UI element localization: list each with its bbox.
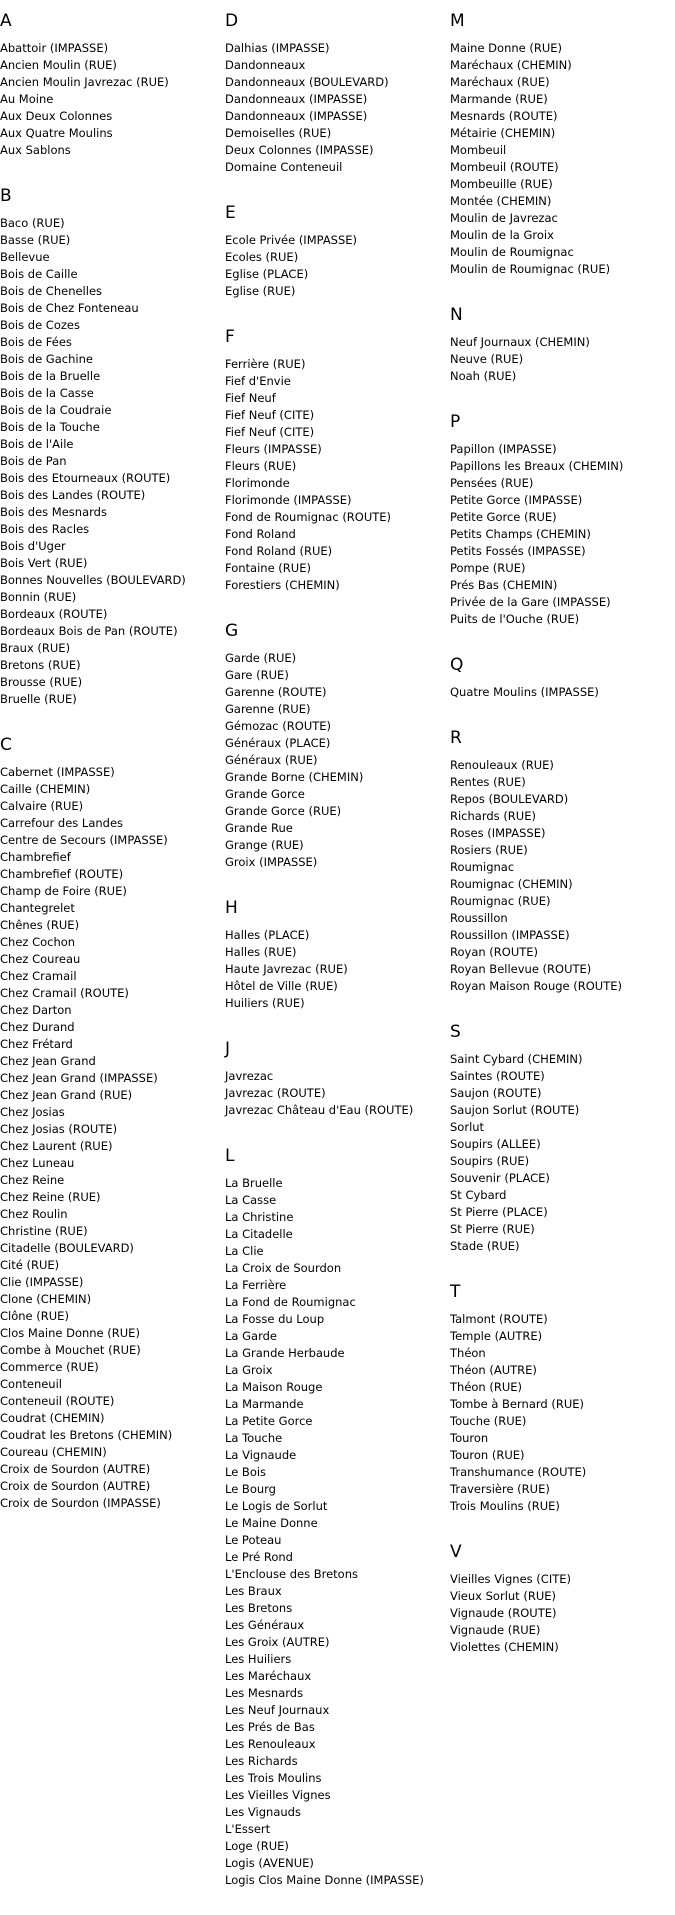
street-link[interactable]: Vignaude (ROUTE) <box>450 1606 557 1620</box>
section-letter-heading: Q <box>450 655 464 675</box>
street-link[interactable]: Huiliers (RUE) <box>225 996 305 1010</box>
street-link[interactable]: Chez Josias (ROUTE) <box>0 1122 118 1136</box>
street-link[interactable]: La Bruelle <box>225 1176 283 1190</box>
street-link[interactable]: Chez Jean Grand (RUE) <box>0 1088 133 1102</box>
letter-section-b <box>0 185 225 708</box>
letter-section-s <box>450 1021 675 1255</box>
street-link[interactable]: Chez Jean Grand (IMPASSE) <box>0 1071 158 1085</box>
street-link[interactable]: Clone (CHEMIN) <box>0 1292 92 1306</box>
street-link[interactable]: La Fosse du Loup <box>225 1312 325 1326</box>
street-link[interactable]: Ecoles (RUE) <box>225 250 299 264</box>
street-link[interactable]: Bois des Racles <box>0 522 90 536</box>
street-link[interactable]: Eglise (PLACE) <box>225 267 309 281</box>
street-link[interactable]: Abattoir (IMPASSE) <box>0 41 109 55</box>
section-letter-heading: F <box>225 327 235 347</box>
street-link[interactable]: Les Richards <box>225 1754 298 1768</box>
letter-section-a <box>0 10 225 159</box>
street-link[interactable]: Chez Reine <box>0 1173 65 1187</box>
street-link[interactable]: Dandonneaux <box>225 58 306 72</box>
street-link[interactable]: La Fond de Roumignac <box>225 1295 356 1309</box>
street-link[interactable]: Moulin de Roumignac (RUE) <box>450 262 611 276</box>
street-link[interactable]: Garde (RUE) <box>225 651 297 665</box>
street-link[interactable]: Généraux (RUE) <box>225 753 318 767</box>
street-link[interactable]: Chez Coureau <box>0 952 81 966</box>
street-link[interactable]: Chênes (RUE) <box>0 918 80 932</box>
street-link[interactable]: Violettes (CHEMIN) <box>450 1640 559 1654</box>
street-link[interactable]: Vieilles Vignes (CITE) <box>450 1572 571 1586</box>
street-link[interactable]: Chez Roulin <box>0 1207 68 1221</box>
street-link[interactable]: Fond Roland <box>225 527 296 541</box>
street-column-3 <box>450 10 675 1682</box>
street-link[interactable]: Bordeaux (ROUTE) <box>0 607 108 621</box>
street-link[interactable]: Gémozac (ROUTE) <box>225 719 332 733</box>
street-link[interactable]: Calvaire (RUE) <box>0 799 84 813</box>
street-link[interactable]: Roumignac <box>450 860 515 874</box>
street-link[interactable]: Les Huiliers <box>225 1652 292 1666</box>
street-link[interactable]: Garenne (ROUTE) <box>225 685 327 699</box>
street-link[interactable]: Les Bretons <box>225 1601 293 1615</box>
letter-section-j <box>225 1038 450 1119</box>
street-link[interactable]: Richards (RUE) <box>450 809 536 823</box>
street-link[interactable]: Bois de Chenelles <box>0 284 103 298</box>
street-link[interactable]: Les Mesnards <box>225 1686 304 1700</box>
street-list <box>450 441 675 628</box>
street-link[interactable]: Roumignac (CHEMIN) <box>450 877 573 891</box>
street-link[interactable]: Pompe (RUE) <box>450 561 526 575</box>
street-link[interactable]: Fontaine (RUE) <box>225 561 311 575</box>
street-link[interactable]: Transhumance (ROUTE) <box>450 1465 587 1479</box>
street-link[interactable]: Grange (RUE) <box>225 838 304 852</box>
street-link[interactable]: Saint Cybard (CHEMIN) <box>450 1052 583 1066</box>
street-link[interactable]: Quatre Moulins (IMPASSE) <box>450 685 599 699</box>
street-link[interactable]: Papillon (IMPASSE) <box>450 442 557 456</box>
street-link[interactable]: Clos Maine Donne (RUE) <box>0 1326 140 1340</box>
street-link[interactable]: Le Pré Rond <box>225 1550 293 1564</box>
street-link[interactable]: Baco (RUE) <box>0 216 65 230</box>
street-link[interactable]: St Pierre (PLACE) <box>450 1205 548 1219</box>
street-column-1 <box>0 10 225 1538</box>
street-link[interactable]: Chambrefief (ROUTE) <box>0 867 124 881</box>
street-column-2 <box>225 10 450 1915</box>
street-list <box>450 40 675 278</box>
street-link[interactable]: Généraux (PLACE) <box>225 736 331 750</box>
street-link[interactable]: Stade (RUE) <box>450 1239 520 1253</box>
street-link[interactable]: Mesnards (ROUTE) <box>450 109 558 123</box>
street-link[interactable]: Logis (AVENUE) <box>225 1856 314 1870</box>
street-link[interactable]: La Citadelle <box>225 1227 293 1241</box>
street-list <box>0 40 225 159</box>
letter-section-h <box>225 897 450 1012</box>
street-link[interactable]: Bois d'Uger <box>0 539 66 553</box>
street-link[interactable]: Pensées (RUE) <box>450 476 534 490</box>
street-link[interactable]: Chez Luneau <box>0 1156 75 1170</box>
section-letter-heading: G <box>225 621 239 641</box>
street-link[interactable]: Coudrat les Bretons (CHEMIN) <box>0 1428 173 1442</box>
street-link[interactable]: Le Poteau <box>225 1533 282 1547</box>
street-link[interactable]: Théon <box>450 1346 486 1360</box>
street-link[interactable]: Bonnes Nouvelles (BOULEVARD) <box>0 573 186 587</box>
street-link[interactable]: Eglise (RUE) <box>225 284 296 298</box>
letter-section-c <box>0 734 225 1512</box>
section-letter-heading: A <box>0 11 12 31</box>
letter-section-e <box>225 202 450 300</box>
street-list <box>225 40 450 176</box>
street-link[interactable]: Coureau (CHEMIN) <box>0 1445 107 1459</box>
street-link[interactable]: Les Vieilles Vignes <box>225 1788 331 1802</box>
street-list <box>450 757 675 995</box>
street-link[interactable]: Fleurs (RUE) <box>225 459 297 473</box>
street-link[interactable]: Prés Bas (CHEMIN) <box>450 578 558 592</box>
street-link[interactable]: La Maison Rouge <box>225 1380 323 1394</box>
street-link[interactable]: Petits Champs (CHEMIN) <box>450 527 591 541</box>
street-list <box>225 1068 450 1119</box>
street-link[interactable]: Loge (RUE) <box>225 1839 289 1853</box>
street-link[interactable]: Brousse (RUE) <box>0 675 83 689</box>
street-link[interactable]: Bois de Gachine <box>0 352 93 366</box>
street-link[interactable]: Christine (RUE) <box>0 1224 88 1238</box>
street-link[interactable]: Les Groix (AUTRE) <box>225 1635 330 1649</box>
street-link[interactable]: La Croix de Sourdon <box>225 1261 342 1275</box>
street-link[interactable]: Croix de Sourdon (IMPASSE) <box>0 1496 161 1510</box>
street-link[interactable]: Bois de Caille <box>0 267 78 281</box>
street-list <box>0 764 225 1512</box>
letter-section-g <box>225 620 450 871</box>
street-link[interactable]: Centre de Secours (IMPASSE) <box>0 833 168 847</box>
street-link[interactable]: Roses (IMPASSE) <box>450 826 546 840</box>
street-link[interactable]: Florimonde <box>225 476 290 490</box>
street-link[interactable]: Bois des Landes (ROUTE) <box>0 488 146 502</box>
street-link[interactable]: Citadelle (BOULEVARD) <box>0 1241 134 1255</box>
street-link[interactable]: L'Enclouse des Bretons <box>225 1567 358 1581</box>
street-link[interactable]: Javrezac Château d'Eau (ROUTE) <box>225 1103 414 1117</box>
street-link[interactable]: Chez Cramail (ROUTE) <box>0 986 129 1000</box>
street-link[interactable]: Petite Gorce (RUE) <box>450 510 557 524</box>
letter-section-r <box>450 727 675 995</box>
street-list <box>450 1571 675 1656</box>
street-link[interactable]: Petite Gorce (IMPASSE) <box>450 493 583 507</box>
street-link[interactable]: Maréchaux (RUE) <box>450 75 550 89</box>
street-link[interactable]: Garenne (RUE) <box>225 702 311 716</box>
street-link[interactable]: Hôtel de Ville (RUE) <box>225 979 338 993</box>
street-link[interactable]: Dandonneaux (IMPASSE) <box>225 109 368 123</box>
street-link[interactable]: Bois des Mesnards <box>0 505 107 519</box>
street-link[interactable]: Les Neuf Journaux <box>225 1703 330 1717</box>
street-link[interactable]: Marmande (RUE) <box>450 92 548 106</box>
street-link[interactable]: Saintes (ROUTE) <box>450 1069 545 1083</box>
street-link[interactable]: Basse (RUE) <box>0 233 71 247</box>
street-link[interactable]: Cabernet (IMPASSE) <box>0 765 115 779</box>
street-link[interactable]: Renouleaux (RUE) <box>450 758 554 772</box>
street-link[interactable]: Chez Josias <box>0 1105 65 1119</box>
street-link[interactable]: Bois de la Coudraie <box>0 403 112 417</box>
street-link[interactable]: Saujon (ROUTE) <box>450 1086 542 1100</box>
street-link[interactable]: Javrezac (ROUTE) <box>225 1086 326 1100</box>
street-link[interactable]: Combe à Mouchet (RUE) <box>0 1343 141 1357</box>
street-link[interactable]: Les Maréchaux <box>225 1669 312 1683</box>
street-link[interactable]: Dandonneaux (BOULEVARD) <box>225 75 389 89</box>
street-link[interactable]: Roumignac (RUE) <box>450 894 551 908</box>
street-link[interactable]: La Touche <box>225 1431 283 1445</box>
street-link[interactable]: Privée de la Gare (IMPASSE) <box>450 595 611 609</box>
street-link[interactable]: Les Généraux <box>225 1618 305 1632</box>
street-link[interactable]: Soupirs (RUE) <box>450 1154 530 1168</box>
street-link[interactable]: Maréchaux (CHEMIN) <box>450 58 572 72</box>
street-link[interactable]: Clône (RUE) <box>0 1309 69 1323</box>
street-list <box>450 1311 675 1515</box>
street-link[interactable]: Roussillon (IMPASSE) <box>450 928 570 942</box>
street-link[interactable]: Bordeaux Bois de Pan (ROUTE) <box>0 624 178 638</box>
street-link[interactable]: La Grande Herbaude <box>225 1346 345 1360</box>
section-letter-heading: L <box>225 1146 235 1166</box>
section-letter-heading: T <box>450 1282 461 1302</box>
street-link[interactable]: Bretons (RUE) <box>0 658 81 672</box>
street-link[interactable]: Repos (BOULEVARD) <box>450 792 569 806</box>
letter-section-m <box>450 10 675 278</box>
street-link[interactable]: La Clie <box>225 1244 264 1258</box>
letter-section-n <box>450 304 675 385</box>
section-letter-heading: R <box>450 728 462 748</box>
street-link[interactable]: Talmont (ROUTE) <box>450 1312 548 1326</box>
section-letter-heading: B <box>0 186 12 206</box>
street-link[interactable]: Mombeuille (RUE) <box>450 177 553 191</box>
street-link[interactable]: La Christine <box>225 1210 294 1224</box>
street-link[interactable]: Deux Colonnes (IMPASSE) <box>225 143 374 157</box>
street-link[interactable]: Clie (IMPASSE) <box>0 1275 84 1289</box>
street-link[interactable]: Halles (PLACE) <box>225 928 310 942</box>
street-link[interactable]: Coudrat (CHEMIN) <box>0 1411 105 1425</box>
street-link[interactable]: Commerce (RUE) <box>0 1360 99 1374</box>
street-link[interactable]: Gare (RUE) <box>225 668 289 682</box>
street-link[interactable]: Rentes (RUE) <box>450 775 526 789</box>
street-list <box>450 684 675 701</box>
street-link[interactable]: Aux Quatre Moulins <box>0 126 113 140</box>
street-link[interactable]: Saujon Sorlut (ROUTE) <box>450 1103 580 1117</box>
street-link[interactable]: Braux (RUE) <box>0 641 71 655</box>
street-link[interactable]: Bois de Chez Fonteneau <box>0 301 139 315</box>
street-link[interactable]: Bois des Etourneaux (ROUTE) <box>0 471 171 485</box>
street-link[interactable]: Le Maine Donne <box>225 1516 318 1530</box>
street-link[interactable]: Papillons les Breaux (CHEMIN) <box>450 459 624 473</box>
street-link[interactable]: Royan Bellevue (ROUTE) <box>450 962 592 976</box>
street-link[interactable]: Groix (IMPASSE) <box>225 855 318 869</box>
street-link[interactable]: Conteneuil (ROUTE) <box>0 1394 115 1408</box>
street-link[interactable]: Chez Cochon <box>0 935 76 949</box>
street-link[interactable]: Neuf Journaux (CHEMIN) <box>450 335 590 349</box>
street-link[interactable]: Tombe à Bernard (RUE) <box>450 1397 584 1411</box>
street-link[interactable]: Au Moine <box>0 92 54 106</box>
street-link[interactable]: Moulin de Javrezac <box>450 211 558 225</box>
street-list <box>225 650 450 871</box>
street-link[interactable]: Théon (RUE) <box>450 1380 523 1394</box>
street-link[interactable]: La Marmande <box>225 1397 304 1411</box>
section-letter-heading: N <box>450 305 463 325</box>
street-link[interactable]: Bellevue <box>0 250 50 264</box>
street-link[interactable]: Le Bois <box>225 1465 267 1479</box>
street-link[interactable]: Fond de Roumignac (ROUTE) <box>225 510 392 524</box>
letter-section-l <box>225 1145 450 1889</box>
street-link[interactable]: Ferrière (RUE) <box>225 357 306 371</box>
street-link[interactable]: Bois de l'Aile <box>0 437 74 451</box>
letter-section-q <box>450 654 675 701</box>
street-link[interactable]: Le Bourg <box>225 1482 276 1496</box>
street-link[interactable]: Chez Darton <box>0 1003 72 1017</box>
street-link[interactable]: Chez Reine (RUE) <box>0 1190 101 1204</box>
street-link[interactable]: Bonnin (RUE) <box>0 590 77 604</box>
street-link[interactable]: St Cybard <box>450 1188 507 1202</box>
street-link[interactable]: Les Braux <box>225 1584 282 1598</box>
street-link[interactable]: Fleurs (IMPASSE) <box>225 442 322 456</box>
section-letter-heading: P <box>450 412 461 432</box>
street-link[interactable]: Bois de la Touche <box>0 420 100 434</box>
street-link[interactable]: Trois Moulins (RUE) <box>450 1499 560 1513</box>
section-letter-heading: H <box>225 898 238 918</box>
street-link[interactable]: Halles (RUE) <box>225 945 297 959</box>
street-link[interactable]: Fief d'Envie <box>225 374 291 388</box>
street-link[interactable]: Grande Rue <box>225 821 293 835</box>
street-link[interactable]: Royan Maison Rouge (ROUTE) <box>450 979 622 993</box>
street-list <box>450 334 675 385</box>
street-link[interactable]: La Groix <box>225 1363 273 1377</box>
street-link[interactable]: Cité (RUE) <box>0 1258 60 1272</box>
street-link[interactable]: Mombeuil (ROUTE) <box>450 160 559 174</box>
letter-section-v <box>450 1541 675 1656</box>
section-letter-heading: M <box>450 11 465 31</box>
street-link[interactable]: La Casse <box>225 1193 277 1207</box>
street-link[interactable]: Javrezac <box>225 1069 274 1083</box>
street-link[interactable]: Théon (AUTRE) <box>450 1363 537 1377</box>
street-link[interactable]: St Pierre (RUE) <box>450 1222 535 1236</box>
street-link[interactable]: Croix de Sourdon (AUTRE) <box>0 1462 151 1476</box>
street-link[interactable]: Bois de Pan <box>0 454 67 468</box>
street-list <box>225 1175 450 1889</box>
street-link[interactable]: Les Vignauds <box>225 1805 301 1819</box>
street-link[interactable]: Florimonde (IMPASSE) <box>225 493 352 507</box>
letter-section-d <box>225 10 450 176</box>
street-link[interactable]: Croix de Sourdon (AUTRE) <box>0 1479 151 1493</box>
street-link[interactable]: Ancien Moulin (RUE) <box>0 58 117 72</box>
street-link[interactable]: Grande Gorce <box>225 787 305 801</box>
street-link[interactable]: Rosiers (RUE) <box>450 843 528 857</box>
street-link[interactable]: Moulin de Roumignac <box>450 245 574 259</box>
street-link[interactable]: Neuve (RUE) <box>450 352 524 366</box>
street-link[interactable]: Puits de l'Ouche (RUE) <box>450 612 580 626</box>
street-link[interactable]: Fief Neuf <box>225 391 276 405</box>
street-link[interactable]: Petits Fossés (IMPASSE) <box>450 544 586 558</box>
street-link[interactable]: Bois de la Bruelle <box>0 369 101 383</box>
street-list <box>225 356 450 594</box>
street-link[interactable]: Les Renouleaux <box>225 1737 316 1751</box>
street-link[interactable]: L'Essert <box>225 1822 271 1836</box>
street-link[interactable]: Ecole Privée (IMPASSE) <box>225 233 358 247</box>
street-link[interactable]: Conteneuil <box>0 1377 62 1391</box>
street-link[interactable]: Soupirs (ALLEE) <box>450 1137 541 1151</box>
street-link[interactable]: Grande Gorce (RUE) <box>225 804 342 818</box>
street-link[interactable]: La Petite Gorce <box>225 1414 313 1428</box>
street-link[interactable]: Vieux Sorlut (RUE) <box>450 1589 556 1603</box>
street-link[interactable]: Forestiers (CHEMIN) <box>225 578 340 592</box>
street-link[interactable]: Les Prés de Bas <box>225 1720 315 1734</box>
street-link[interactable]: Fief Neuf (CITE) <box>225 425 315 439</box>
street-link[interactable]: Dandonneaux (IMPASSE) <box>225 92 368 106</box>
section-letter-heading: D <box>225 11 239 31</box>
street-link[interactable]: Chez Frétard <box>0 1037 73 1051</box>
street-link[interactable]: Montée (CHEMIN) <box>450 194 552 208</box>
section-letter-heading: E <box>225 203 236 223</box>
street-list <box>450 1051 675 1255</box>
section-letter-heading: S <box>450 1022 461 1042</box>
street-link[interactable]: Roussillon <box>450 911 508 925</box>
street-link[interactable]: Chez Durand <box>0 1020 75 1034</box>
street-link[interactable]: Aux Deux Colonnes <box>0 109 113 123</box>
street-link[interactable]: Caille (CHEMIN) <box>0 782 91 796</box>
street-link[interactable]: Le Logis de Sorlut <box>225 1499 328 1513</box>
section-letter-heading: J <box>225 1039 231 1059</box>
street-link[interactable]: Dalhias (IMPASSE) <box>225 41 330 55</box>
street-link[interactable]: Temple (AUTRE) <box>450 1329 543 1343</box>
street-link[interactable]: Chez Cramail <box>0 969 77 983</box>
street-link[interactable]: Souvenir (PLACE) <box>450 1171 550 1185</box>
street-link[interactable]: Bruelle (RUE) <box>0 692 77 706</box>
street-link[interactable]: Fond Roland (RUE) <box>225 544 333 558</box>
street-link[interactable]: Traversière (RUE) <box>450 1482 550 1496</box>
street-link[interactable]: Carrefour des Landes <box>0 816 124 830</box>
letter-section-t <box>450 1281 675 1515</box>
street-link[interactable]: Bois de la Casse <box>0 386 94 400</box>
street-link[interactable]: Chantegrelet <box>0 901 75 915</box>
street-link[interactable]: Touche (RUE) <box>450 1414 527 1428</box>
street-link[interactable]: La Vignaude <box>225 1448 297 1462</box>
street-link[interactable]: Royan (ROUTE) <box>450 945 539 959</box>
street-list <box>225 927 450 1012</box>
section-letter-heading: V <box>450 1542 462 1562</box>
street-link[interactable]: Chez Jean Grand <box>0 1054 96 1068</box>
street-link[interactable]: Logis Clos Maine Donne (IMPASSE) <box>225 1873 424 1887</box>
street-link[interactable]: Touron (RUE) <box>450 1448 525 1462</box>
street-list <box>0 215 225 708</box>
street-link[interactable]: Chambrefief <box>0 850 71 864</box>
street-link[interactable]: Moulin de la Groix <box>450 228 554 242</box>
street-link[interactable]: Domaine Conteneuil <box>225 160 343 174</box>
street-link[interactable]: Ancien Moulin Javrezac (RUE) <box>0 75 169 89</box>
street-link[interactable]: La Ferrière <box>225 1278 287 1292</box>
street-link[interactable]: Bois de Cozes <box>0 318 80 332</box>
street-link[interactable]: Touron <box>450 1431 489 1445</box>
letter-section-p <box>450 411 675 628</box>
street-link[interactable]: Mombeuil <box>450 143 507 157</box>
street-link[interactable]: Noah (RUE) <box>450 369 517 383</box>
street-link[interactable]: Vignaude (RUE) <box>450 1623 541 1637</box>
street-link[interactable]: Bois Vert (RUE) <box>0 556 88 570</box>
street-link[interactable]: Champ de Foire (RUE) <box>0 884 127 898</box>
street-link[interactable]: Demoiselles (RUE) <box>225 126 332 140</box>
street-link[interactable]: Aux Sablons <box>0 143 71 157</box>
street-link[interactable]: Métairie (CHEMIN) <box>450 126 556 140</box>
street-link[interactable]: Sorlut <box>450 1120 485 1134</box>
letter-section-f <box>225 326 450 594</box>
street-link[interactable]: La Garde <box>225 1329 277 1343</box>
street-link[interactable]: Chez Laurent (RUE) <box>0 1139 113 1153</box>
street-link[interactable]: Haute Javrezac (RUE) <box>225 962 348 976</box>
street-link[interactable]: Maine Donne (RUE) <box>450 41 563 55</box>
section-letter-heading: C <box>0 735 12 755</box>
street-link[interactable]: Les Trois Moulins <box>225 1771 322 1785</box>
street-link[interactable]: Fief Neuf (CITE) <box>225 408 315 422</box>
street-list <box>225 232 450 300</box>
street-link[interactable]: Grande Borne (CHEMIN) <box>225 770 364 784</box>
street-link[interactable]: Bois de Fées <box>0 335 72 349</box>
